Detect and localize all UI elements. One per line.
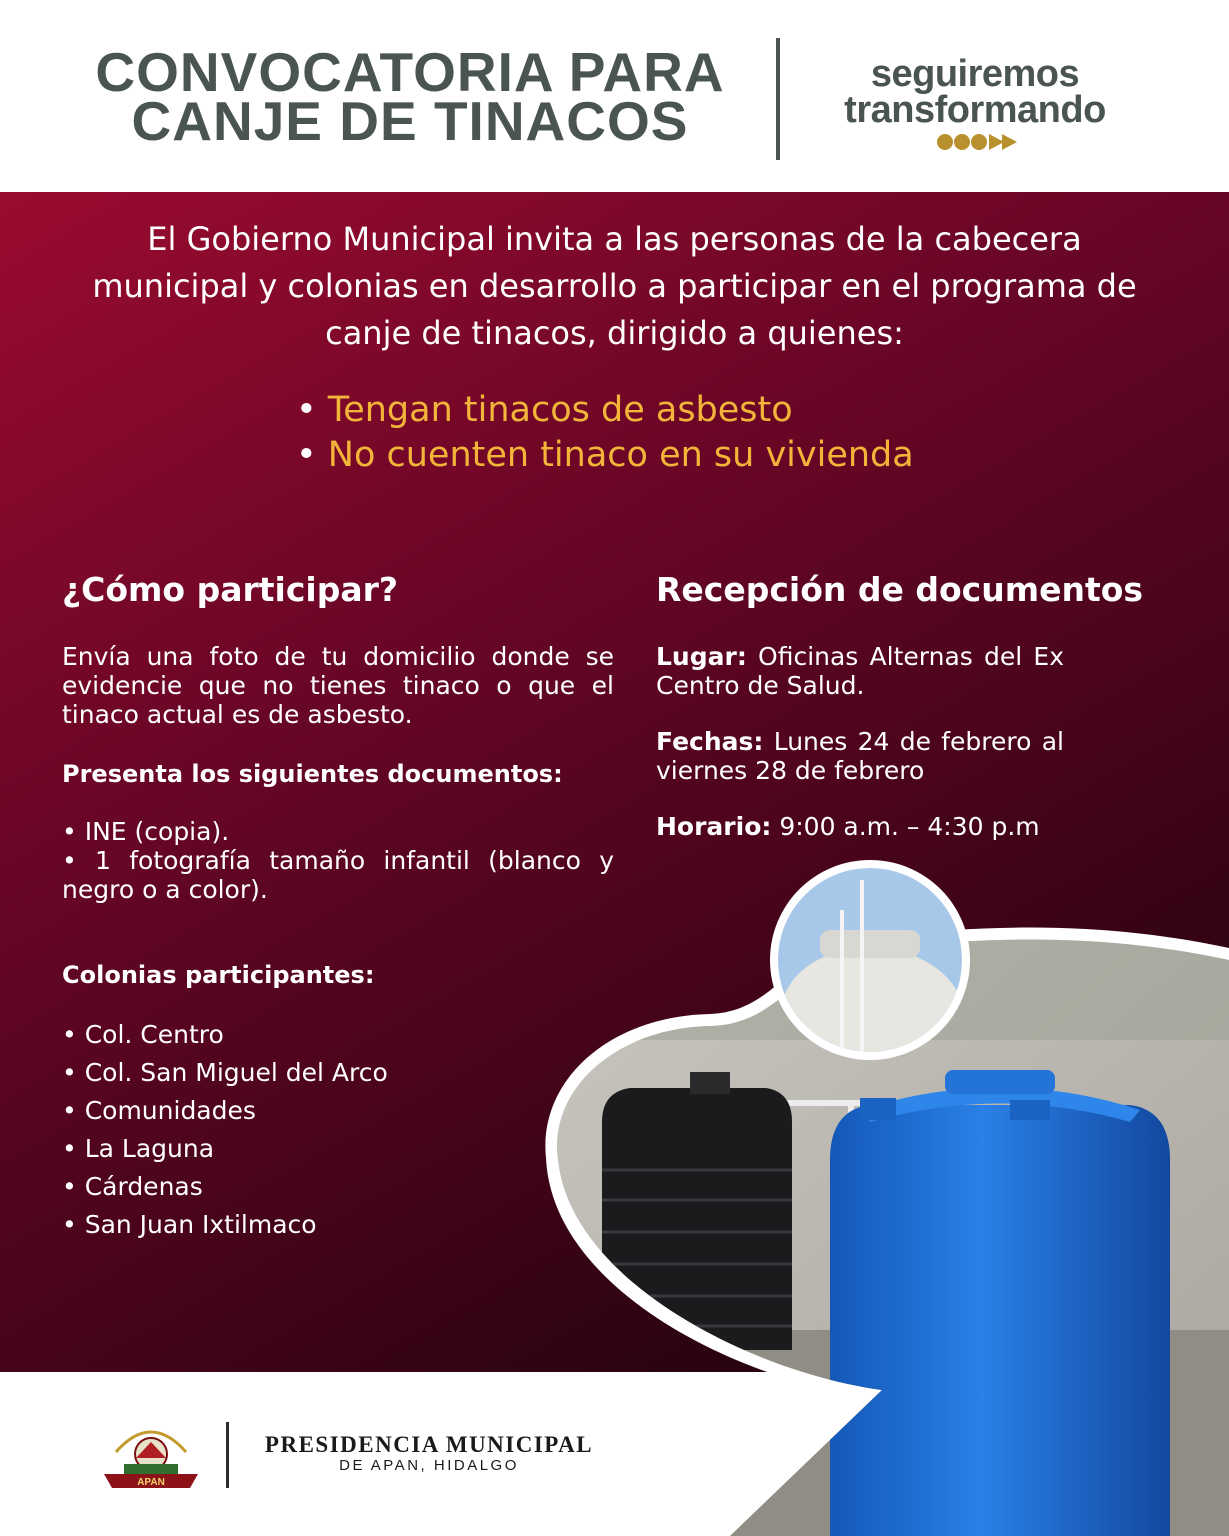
list-item: • Col. Centro <box>62 1020 224 1049</box>
page-title <box>60 41 760 152</box>
list-item: • La Laguna <box>62 1134 215 1163</box>
title-line-1: CONVOCATORIA PARA <box>95 41 725 103</box>
slogan-line-2: transformando <box>844 89 1106 131</box>
slogan-dots-icon <box>936 132 1026 152</box>
header <box>0 0 1229 192</box>
tank-photo-collage <box>530 860 1229 1536</box>
list-item: • Comunidades <box>62 1096 256 1125</box>
list-item: • Col. San Miguel del Arco <box>62 1058 388 1087</box>
colonia-item: Comunidades <box>84 1096 256 1125</box>
colonia-item: Col. Centro <box>84 1020 224 1049</box>
intro-line-1: El Gobierno Municipal invita a las personas de la cabecera <box>147 220 1082 258</box>
reception-section <box>656 566 1144 841</box>
how-to-heading: ¿Cómo participar? <box>62 570 399 609</box>
footer-text <box>254 1432 604 1474</box>
slogan <box>820 53 1130 131</box>
colonia-item: Cárdenas <box>84 1172 203 1201</box>
dates-value: Lunes 24 de febrero al viernes 28 de febrero <box>656 727 1064 785</box>
list-item: • No cuenten tinaco en su vivienda <box>296 435 914 475</box>
reception-heading: Recepción de documentos <box>656 570 1144 609</box>
documents-heading: Presenta los siguientes documentos: <box>62 760 563 788</box>
intro-line-3: canje de tinacos, dirigido a quienes: <box>325 314 904 352</box>
dates-info <box>656 727 1064 785</box>
title-line-2: CANJE DE TINACOS <box>131 90 689 152</box>
eligibility-item: Tengan tinacos de asbesto <box>327 390 793 430</box>
colonia-item: San Juan Ixtilmaco <box>84 1210 317 1239</box>
list-item: • Cárdenas <box>62 1172 203 1201</box>
apan-logo-icon <box>96 1412 206 1502</box>
colonia-item: Col. San Miguel del Arco <box>84 1058 388 1087</box>
intro-text <box>20 216 1209 357</box>
place-value: Oficinas Alternas del Ex Centro de Salud. <box>656 642 1064 700</box>
list-item: • 1 fotografía tamaño infantil (blanco y negro o a color). <box>62 846 614 904</box>
intro-line-2: municipal y colonias en desarrollo a participar en el programa de <box>92 267 1137 305</box>
how-to-text: Envía una foto de tu domicilio donde se evidencie que no tienes tinaco o que el tinaco actual es de asbesto. <box>62 642 614 729</box>
colonias-heading: Colonias participantes: <box>62 961 375 989</box>
logo-text: APAN <box>137 1477 165 1488</box>
document-item: 1 fotografía tamaño infantil (blanco y negro o a color). <box>62 846 614 904</box>
eligibility-item: No cuenten tinaco en su vivienda <box>327 435 914 475</box>
colonia-item: La Laguna <box>84 1134 215 1163</box>
dates-label: Fechas: <box>656 727 764 756</box>
footer-main-text: PRESIDENCIA MUNICIPAL <box>264 1432 594 1457</box>
hours-label: Horario: <box>656 812 772 841</box>
list-item: • Tengan tinacos de asbesto <box>296 390 793 430</box>
hours-info <box>656 812 1064 841</box>
place-label: Lugar: <box>656 642 747 671</box>
eligibility-list <box>296 388 914 478</box>
footer-sub-text: DE APAN, HIDALGO <box>339 1457 519 1474</box>
header-divider <box>776 38 780 160</box>
slogan-line-1: seguiremos <box>870 53 1080 95</box>
place-info <box>656 642 1064 700</box>
document-item: INE (copia). <box>84 817 230 846</box>
footer-divider <box>226 1422 229 1488</box>
hours-value: 9:00 a.m. – 4:30 p.m <box>779 812 1040 841</box>
list-item: • San Juan Ixtilmaco <box>62 1210 317 1239</box>
list-item: • INE (copia). <box>62 817 230 846</box>
